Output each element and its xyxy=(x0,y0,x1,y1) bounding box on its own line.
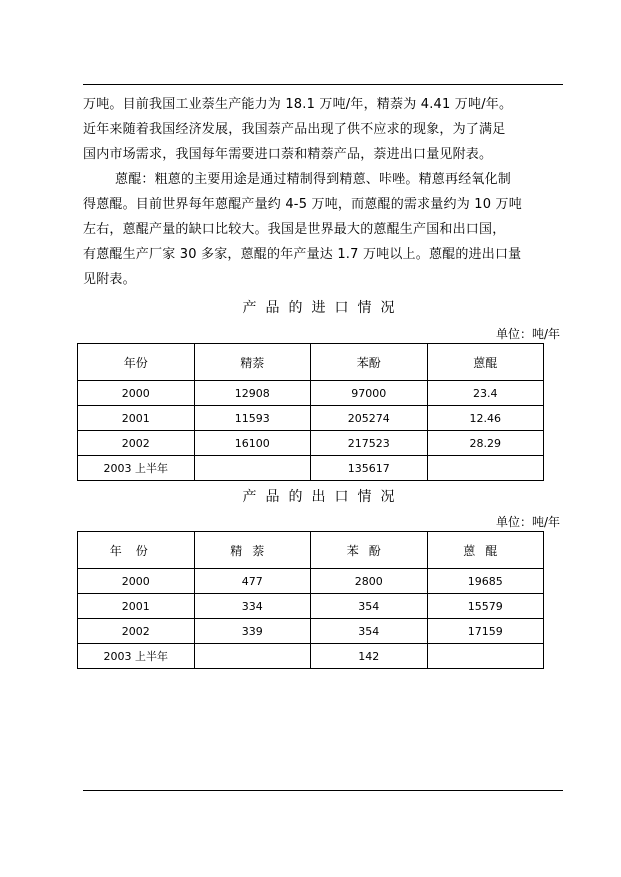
table-cell: 19685 xyxy=(427,569,544,594)
table-row xyxy=(78,431,544,456)
body-text xyxy=(83,92,567,292)
table-cell: 205274 xyxy=(311,406,428,431)
table-cell: 97000 xyxy=(311,381,428,406)
export-table-title: 产品的出口情况 xyxy=(242,489,404,505)
table-cell: 477 xyxy=(194,569,311,594)
footer-rule xyxy=(83,790,563,791)
paragraph-line: 蒽醌：粗蒽的主要用途是通过精制得到精蒽、咔唑。精蒽再经氧化制 xyxy=(115,172,512,187)
table-cell: 2003 上半年 xyxy=(78,644,195,669)
table-cell: 217523 xyxy=(311,431,428,456)
header-cell: 蒽醌 xyxy=(427,532,544,569)
table-cell: 354 xyxy=(311,619,428,644)
table-cell xyxy=(194,456,311,481)
paragraph-line: 国内市场需求，我国每年需要进口萘和精萘产品，萘进出口量见附表。 xyxy=(83,147,493,162)
header-cell: 苯酚 xyxy=(311,532,428,569)
paragraph-line: 见附表。 xyxy=(83,272,136,287)
table-row xyxy=(78,594,544,619)
table-row xyxy=(78,619,544,644)
table-cell: 2003 上半年 xyxy=(78,456,195,481)
table-cell: 2000 xyxy=(78,381,195,406)
table-cell: 12.46 xyxy=(427,406,544,431)
table-cell: 15579 xyxy=(427,594,544,619)
table-cell: 12908 xyxy=(194,381,311,406)
table-cell xyxy=(427,456,544,481)
table-row xyxy=(78,406,544,431)
table-cell: 142 xyxy=(311,644,428,669)
table-row xyxy=(78,644,544,669)
table-cell: 339 xyxy=(194,619,311,644)
table-cell: 2001 xyxy=(78,594,195,619)
paragraph-line: 得蒽醌。目前世界每年蒽醌产量约 4-5 万吨，而蒽醌的需求量约为 10 万吨 xyxy=(83,197,522,212)
paragraph-line: 近年来随着我国经济发展，我国萘产品出现了供不应求的现象，为了满足 xyxy=(83,122,506,137)
header-rule xyxy=(83,84,563,85)
table-cell: 2000 xyxy=(78,569,195,594)
paragraph-line: 有蒽醌生产厂家 30 多家，蒽醌的年产量达 1.7 万吨以上。蒽醌的进出口量 xyxy=(83,247,522,262)
table-cell: 2800 xyxy=(311,569,428,594)
table-cell: 28.29 xyxy=(427,431,544,456)
import-table-title: 产品的进口情况 xyxy=(242,300,404,316)
table-row xyxy=(78,456,544,481)
table-cell: 135617 xyxy=(311,456,428,481)
table-cell xyxy=(427,644,544,669)
import-table-unit: 单位：吨/年 xyxy=(495,327,560,341)
table-row xyxy=(78,569,544,594)
table-cell: 2002 xyxy=(78,619,195,644)
paragraph-line: 左右，蒽醌产量的缺口比较大。我国是世界最大的蒽醌生产国和出口国， xyxy=(83,222,506,237)
table-cell: 2002 xyxy=(78,431,195,456)
table-cell: 354 xyxy=(311,594,428,619)
paragraph-line: 万吨。目前我国工业萘生产能力为 18.1 万吨/年，精萘为 4.41 万吨/年。 xyxy=(83,97,513,112)
header-cell: 精萘 xyxy=(194,532,311,569)
table-cell: 17159 xyxy=(427,619,544,644)
table-cell: 23.4 xyxy=(427,381,544,406)
table-cell xyxy=(194,644,311,669)
table-cell: 16100 xyxy=(194,431,311,456)
table-header-row xyxy=(78,344,544,381)
header-cell: 蒽醌 xyxy=(427,344,544,381)
header-cell: 苯酚 xyxy=(311,344,428,381)
table-header-row xyxy=(78,532,544,569)
export-table-unit: 单位：吨/年 xyxy=(495,515,560,529)
table-cell: 334 xyxy=(194,594,311,619)
table-cell: 11593 xyxy=(194,406,311,431)
table-cell: 2001 xyxy=(78,406,195,431)
table-row xyxy=(78,381,544,406)
import-table xyxy=(77,343,544,481)
header-cell: 年份 xyxy=(78,532,195,569)
header-cell: 精萘 xyxy=(194,344,311,381)
export-table xyxy=(77,531,544,669)
header-cell: 年份 xyxy=(78,344,195,381)
